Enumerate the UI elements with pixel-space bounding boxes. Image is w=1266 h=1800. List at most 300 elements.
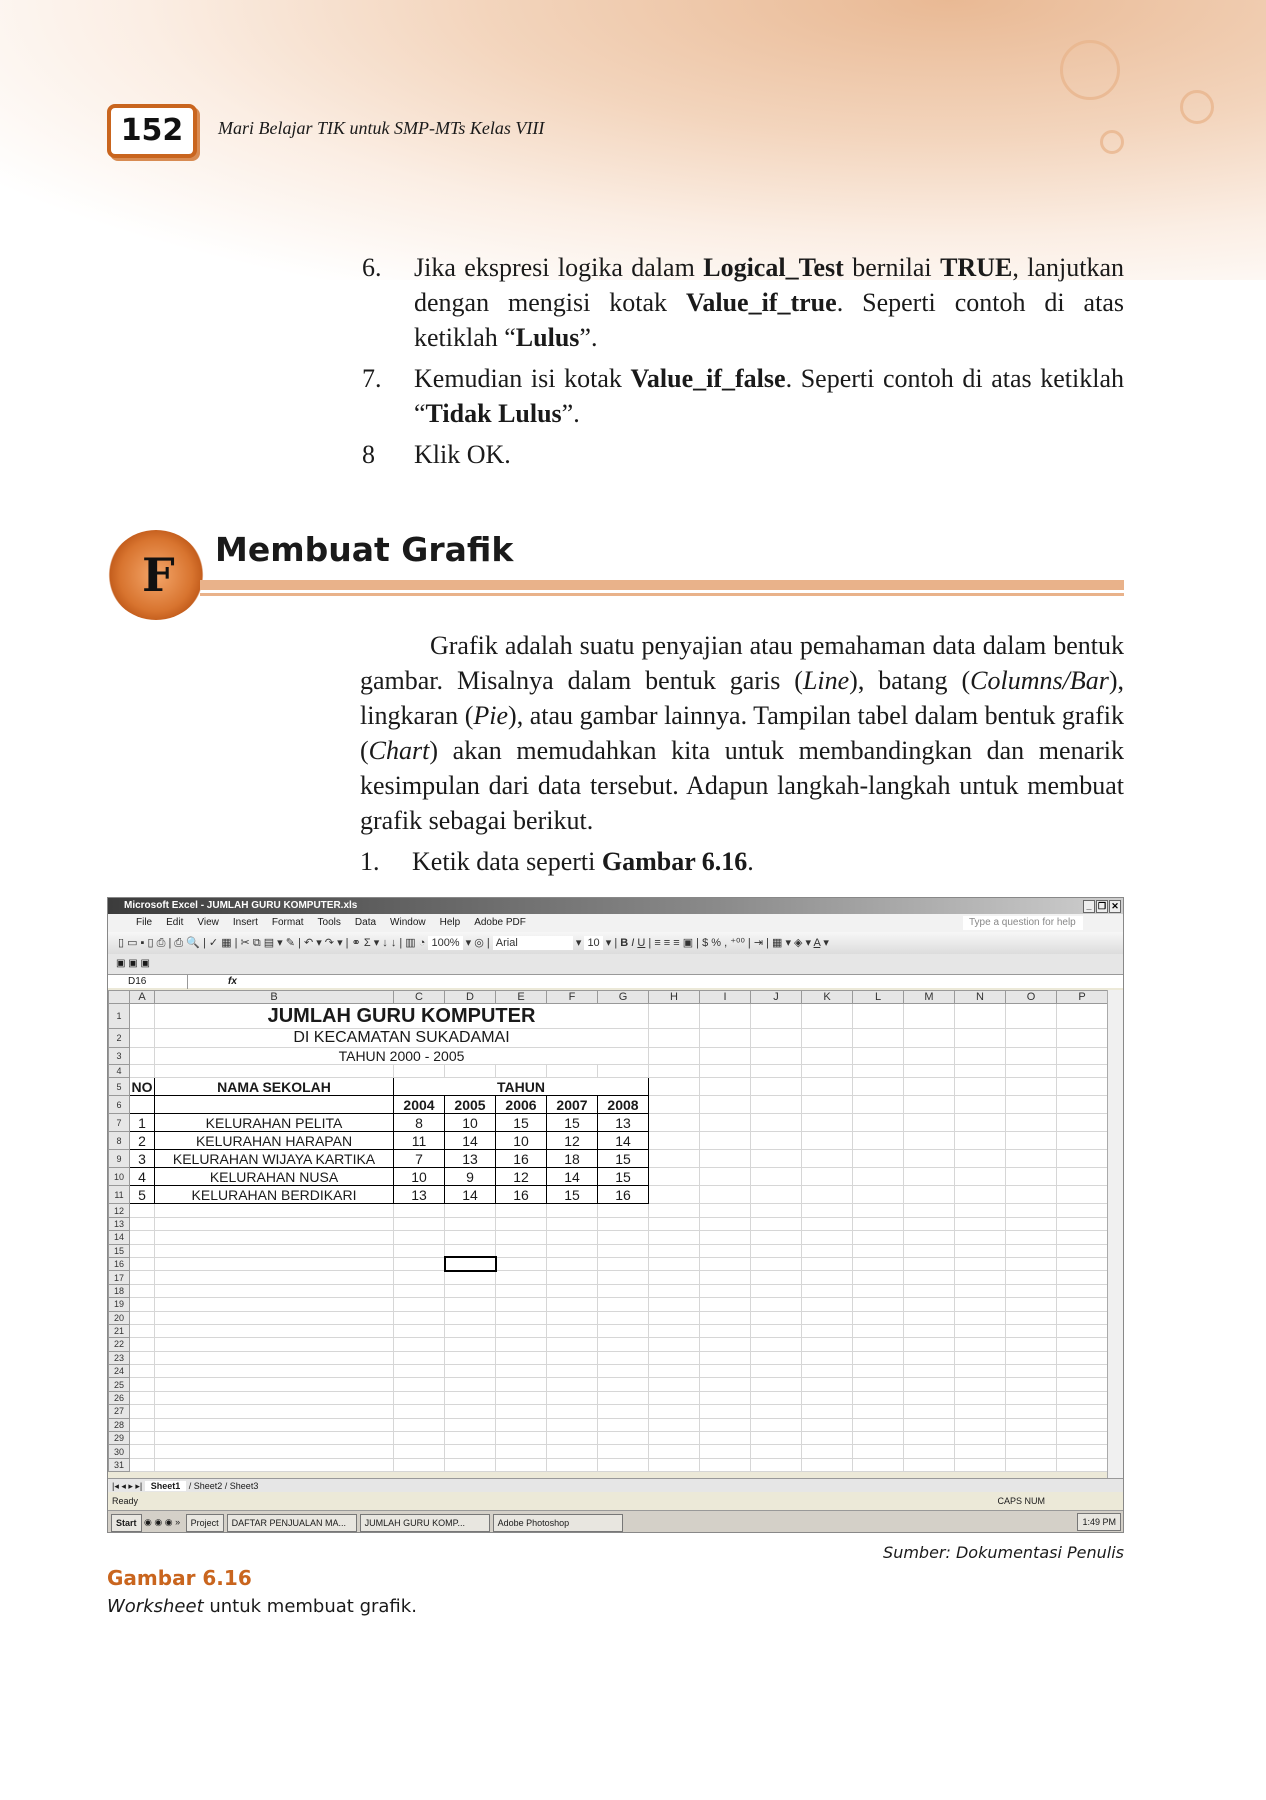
cell[interactable] xyxy=(955,1231,1006,1244)
cell[interactable] xyxy=(130,1338,155,1351)
cell[interactable] xyxy=(700,1186,751,1204)
cell[interactable] xyxy=(155,1351,394,1364)
cell[interactable] xyxy=(130,1351,155,1364)
select-all-corner[interactable] xyxy=(109,991,130,1004)
cell-value[interactable]: 15 xyxy=(547,1114,598,1132)
cell[interactable] xyxy=(445,1284,496,1297)
cell-value[interactable]: 8 xyxy=(394,1114,445,1132)
cell[interactable] xyxy=(130,1231,155,1244)
cell[interactable] xyxy=(598,1458,649,1471)
cell[interactable] xyxy=(802,1204,853,1217)
cell[interactable] xyxy=(130,1048,155,1065)
cell[interactable] xyxy=(700,1445,751,1458)
cell-value[interactable]: 14 xyxy=(445,1132,496,1150)
cell[interactable] xyxy=(904,1391,955,1404)
header-year[interactable]: 2005 xyxy=(445,1096,496,1114)
cell[interactable] xyxy=(700,1065,751,1078)
cell-name[interactable]: KELURAHAN NUSA xyxy=(155,1168,394,1186)
cell[interactable] xyxy=(547,1284,598,1297)
cell-value[interactable]: 16 xyxy=(496,1186,547,1204)
cell-name[interactable]: KELURAHAN PELITA xyxy=(155,1114,394,1132)
cell[interactable] xyxy=(853,1378,904,1391)
cell-value[interactable]: 14 xyxy=(445,1186,496,1204)
cell[interactable] xyxy=(598,1298,649,1311)
cell[interactable] xyxy=(955,1048,1006,1065)
cell[interactable] xyxy=(904,1029,955,1048)
cell[interactable] xyxy=(802,1445,853,1458)
cell[interactable] xyxy=(853,1432,904,1445)
cell[interactable] xyxy=(1006,1065,1057,1078)
cell[interactable] xyxy=(1006,1150,1057,1168)
cell-value[interactable]: 18 xyxy=(547,1150,598,1168)
cell[interactable] xyxy=(955,1432,1006,1445)
cell[interactable] xyxy=(598,1065,649,1078)
cell[interactable] xyxy=(1057,1150,1108,1168)
cell[interactable] xyxy=(853,1311,904,1324)
minimize-button[interactable]: _ xyxy=(1083,900,1095,913)
cell[interactable] xyxy=(547,1217,598,1230)
cell[interactable] xyxy=(649,1029,700,1048)
cell[interactable] xyxy=(649,1150,700,1168)
column-header-a[interactable]: A xyxy=(130,991,155,1004)
cell[interactable] xyxy=(700,1114,751,1132)
cell[interactable] xyxy=(496,1418,547,1431)
cell[interactable] xyxy=(155,1065,394,1078)
row-header[interactable]: 12 xyxy=(109,1204,130,1217)
cell[interactable] xyxy=(598,1432,649,1445)
cell[interactable] xyxy=(130,1257,155,1270)
cell[interactable] xyxy=(1006,1078,1057,1096)
cell[interactable] xyxy=(394,1351,445,1364)
cell[interactable] xyxy=(1006,1284,1057,1297)
cell[interactable] xyxy=(394,1418,445,1431)
cell[interactable] xyxy=(445,1391,496,1404)
cell[interactable] xyxy=(1057,1114,1108,1132)
cell[interactable] xyxy=(496,1204,547,1217)
cell[interactable] xyxy=(1057,1132,1108,1150)
cell-name[interactable]: KELURAHAN HARAPAN xyxy=(155,1132,394,1150)
cell[interactable] xyxy=(700,1132,751,1150)
cell[interactable] xyxy=(649,1271,700,1284)
cell-value[interactable]: 14 xyxy=(598,1132,649,1150)
cell[interactable] xyxy=(853,1405,904,1418)
cell-value[interactable]: 16 xyxy=(598,1186,649,1204)
cell[interactable] xyxy=(598,1445,649,1458)
cell[interactable] xyxy=(547,1231,598,1244)
cell[interactable] xyxy=(155,1324,394,1337)
cell[interactable] xyxy=(1006,1365,1057,1378)
cell[interactable] xyxy=(853,1351,904,1364)
cell[interactable] xyxy=(802,1168,853,1186)
taskbar-item[interactable]: Adobe Photoshop xyxy=(493,1514,623,1532)
cell[interactable] xyxy=(130,1445,155,1458)
cell-value[interactable]: 13 xyxy=(445,1150,496,1168)
menu-item-help[interactable]: Help xyxy=(439,917,461,928)
cell[interactable] xyxy=(955,1271,1006,1284)
cell[interactable] xyxy=(700,1351,751,1364)
cell[interactable] xyxy=(853,1114,904,1132)
cell[interactable] xyxy=(445,1271,496,1284)
cell-value[interactable]: 15 xyxy=(598,1168,649,1186)
cell[interactable] xyxy=(394,1432,445,1445)
cell[interactable] xyxy=(904,1257,955,1270)
cell[interactable] xyxy=(1057,1029,1108,1048)
cell[interactable] xyxy=(853,1029,904,1048)
cell[interactable] xyxy=(700,1048,751,1065)
cell-value[interactable]: 10 xyxy=(445,1114,496,1132)
row-header[interactable]: 8 xyxy=(109,1132,130,1150)
cell[interactable] xyxy=(700,1378,751,1391)
row-header[interactable]: 24 xyxy=(109,1365,130,1378)
header-year[interactable]: 2004 xyxy=(394,1096,445,1114)
cell[interactable] xyxy=(155,1204,394,1217)
cell[interactable] xyxy=(751,1231,802,1244)
cell[interactable] xyxy=(1057,1405,1108,1418)
cell[interactable] xyxy=(802,1096,853,1114)
cell[interactable] xyxy=(649,1418,700,1431)
cell[interactable] xyxy=(955,1114,1006,1132)
header-name[interactable]: NAMA SEKOLAH xyxy=(155,1078,394,1096)
cell[interactable] xyxy=(751,1204,802,1217)
cell[interactable] xyxy=(904,1432,955,1445)
cell[interactable] xyxy=(1057,1271,1108,1284)
cell[interactable] xyxy=(751,1150,802,1168)
cell[interactable] xyxy=(496,1244,547,1257)
cell[interactable] xyxy=(496,1231,547,1244)
column-header-k[interactable]: K xyxy=(802,991,853,1004)
cell[interactable] xyxy=(1057,1365,1108,1378)
cell[interactable] xyxy=(802,1271,853,1284)
cell[interactable] xyxy=(904,1114,955,1132)
column-header-h[interactable]: H xyxy=(649,991,700,1004)
cell[interactable] xyxy=(130,1029,155,1048)
cell[interactable] xyxy=(700,1004,751,1029)
cell[interactable] xyxy=(853,1048,904,1065)
row-header[interactable]: 25 xyxy=(109,1378,130,1391)
cell-no[interactable]: 1 xyxy=(130,1114,155,1132)
cell[interactable] xyxy=(1006,1311,1057,1324)
cell[interactable] xyxy=(700,1365,751,1378)
cell[interactable] xyxy=(955,1004,1006,1029)
cell[interactable] xyxy=(445,1324,496,1337)
cell[interactable] xyxy=(751,1004,802,1029)
cell[interactable] xyxy=(1006,1324,1057,1337)
cell[interactable] xyxy=(130,1365,155,1378)
cell[interactable] xyxy=(130,1418,155,1431)
cell[interactable] xyxy=(496,1311,547,1324)
cell[interactable] xyxy=(802,1048,853,1065)
sheet-years[interactable]: TAHUN 2000 - 2005 xyxy=(155,1048,649,1065)
cell[interactable] xyxy=(700,1096,751,1114)
cell[interactable] xyxy=(598,1311,649,1324)
cell-value[interactable]: 16 xyxy=(496,1150,547,1168)
cell[interactable] xyxy=(1057,1445,1108,1458)
cell[interactable] xyxy=(598,1257,649,1270)
cell[interactable] xyxy=(1057,1324,1108,1337)
sheet-tab-sheet3[interactable]: / Sheet3 xyxy=(222,1481,259,1491)
cell[interactable] xyxy=(904,1284,955,1297)
taskbar-item[interactable]: DAFTAR PENJUALAN MA... xyxy=(227,1514,357,1532)
cell[interactable] xyxy=(547,1418,598,1431)
cell[interactable] xyxy=(853,1271,904,1284)
toolbar-icons[interactable]: ▯ ▭ ▪ ▯ ⎙ | ⎙ 🔍 | ✓ ▦ | ✂ ⧉ ▤ ▾ ✎ | ↶ ▾ ↷ ▾ | ⚭ Σ ▾ ↓ ↓ | ▥ ◔ xyxy=(118,937,426,949)
cell[interactable] xyxy=(130,1298,155,1311)
cell[interactable] xyxy=(802,1365,853,1378)
cell[interactable] xyxy=(802,1257,853,1270)
cell-value[interactable]: 12 xyxy=(496,1168,547,1186)
column-header-j[interactable]: J xyxy=(751,991,802,1004)
cell[interactable] xyxy=(700,1298,751,1311)
cell[interactable] xyxy=(394,1271,445,1284)
row-header[interactable]: 27 xyxy=(109,1405,130,1418)
cell[interactable] xyxy=(853,1078,904,1096)
cell[interactable] xyxy=(751,1168,802,1186)
menu-item-adobe-pdf[interactable]: Adobe PDF xyxy=(474,917,526,928)
cell[interactable] xyxy=(1057,1217,1108,1230)
cell[interactable] xyxy=(802,1378,853,1391)
cell[interactable] xyxy=(700,1257,751,1270)
cell[interactable] xyxy=(700,1458,751,1471)
cell[interactable] xyxy=(547,1391,598,1404)
column-header-c[interactable]: C xyxy=(394,991,445,1004)
cell[interactable] xyxy=(853,1244,904,1257)
row-header[interactable]: 1 xyxy=(109,1004,130,1029)
cell[interactable] xyxy=(904,1338,955,1351)
cell[interactable] xyxy=(496,1217,547,1230)
cell[interactable] xyxy=(700,1324,751,1337)
cell[interactable] xyxy=(802,1284,853,1297)
cell[interactable] xyxy=(649,1244,700,1257)
cell[interactable] xyxy=(394,1231,445,1244)
cell[interactable] xyxy=(496,1298,547,1311)
cell[interactable] xyxy=(394,1338,445,1351)
cell[interactable] xyxy=(130,1204,155,1217)
cell-value[interactable]: 14 xyxy=(547,1168,598,1186)
taskbar-item[interactable]: Project xyxy=(186,1514,224,1532)
cell[interactable] xyxy=(955,1168,1006,1186)
cell[interactable] xyxy=(1006,1096,1057,1114)
cell[interactable] xyxy=(955,1204,1006,1217)
cell[interactable] xyxy=(649,1065,700,1078)
cell[interactable] xyxy=(598,1271,649,1284)
cell[interactable] xyxy=(394,1445,445,1458)
cell[interactable] xyxy=(445,1445,496,1458)
header-no[interactable]: NO xyxy=(131,1078,153,1095)
cell-value[interactable]: 15 xyxy=(496,1114,547,1132)
cell[interactable] xyxy=(130,1324,155,1337)
cell[interactable] xyxy=(445,1311,496,1324)
cell[interactable] xyxy=(130,1458,155,1471)
row-header[interactable]: 10 xyxy=(109,1168,130,1186)
taskbar-item[interactable]: JUMLAH GURU KOMP... xyxy=(360,1514,490,1532)
cell[interactable] xyxy=(496,1284,547,1297)
cell[interactable] xyxy=(1057,1458,1108,1471)
cell[interactable] xyxy=(802,1078,853,1096)
cell[interactable] xyxy=(700,1284,751,1297)
cell[interactable] xyxy=(1006,1231,1057,1244)
cell[interactable] xyxy=(700,1231,751,1244)
header-tahun[interactable]: TAHUN xyxy=(394,1078,649,1096)
row-header[interactable]: 26 xyxy=(109,1391,130,1404)
cell[interactable] xyxy=(802,1186,853,1204)
cell[interactable] xyxy=(1057,1432,1108,1445)
cell[interactable] xyxy=(649,1114,700,1132)
cell[interactable] xyxy=(598,1338,649,1351)
cell[interactable] xyxy=(649,1311,700,1324)
cell[interactable] xyxy=(904,1458,955,1471)
cell[interactable] xyxy=(130,1244,155,1257)
cell[interactable] xyxy=(1006,1244,1057,1257)
cell[interactable] xyxy=(547,1324,598,1337)
cell[interactable] xyxy=(1006,1217,1057,1230)
cell[interactable] xyxy=(802,1418,853,1431)
cell[interactable] xyxy=(1057,1378,1108,1391)
cell[interactable] xyxy=(649,1078,700,1096)
zoom-select[interactable]: 100% xyxy=(428,936,462,950)
cell[interactable] xyxy=(394,1391,445,1404)
cell[interactable] xyxy=(853,1284,904,1297)
cell[interactable] xyxy=(649,1378,700,1391)
cell[interactable] xyxy=(904,1204,955,1217)
row-header[interactable]: 23 xyxy=(109,1351,130,1364)
cell[interactable] xyxy=(598,1244,649,1257)
column-header-n[interactable]: N xyxy=(955,991,1006,1004)
row-header[interactable]: 13 xyxy=(109,1217,130,1230)
cell[interactable] xyxy=(496,1405,547,1418)
cell[interactable] xyxy=(598,1217,649,1230)
cell[interactable] xyxy=(853,1365,904,1378)
cell[interactable] xyxy=(130,1311,155,1324)
cell[interactable] xyxy=(751,1078,802,1096)
cell[interactable] xyxy=(496,1432,547,1445)
column-header-p[interactable]: P xyxy=(1057,991,1108,1004)
cell[interactable] xyxy=(955,1351,1006,1364)
cell[interactable] xyxy=(1006,1271,1057,1284)
cell[interactable] xyxy=(130,1065,155,1078)
cell[interactable] xyxy=(751,1298,802,1311)
cell[interactable] xyxy=(496,1271,547,1284)
cell[interactable] xyxy=(853,1217,904,1230)
cell[interactable] xyxy=(955,1257,1006,1270)
cell[interactable] xyxy=(649,1132,700,1150)
cell[interactable] xyxy=(1006,1351,1057,1364)
cell[interactable] xyxy=(496,1458,547,1471)
cell[interactable] xyxy=(155,1378,394,1391)
cell[interactable] xyxy=(904,1150,955,1168)
cell[interactable] xyxy=(130,1096,155,1114)
cell[interactable] xyxy=(904,1231,955,1244)
cell[interactable] xyxy=(649,1338,700,1351)
cell[interactable] xyxy=(1057,1418,1108,1431)
cell[interactable] xyxy=(1057,1311,1108,1324)
cell[interactable] xyxy=(700,1029,751,1048)
cell[interactable] xyxy=(853,1204,904,1217)
cell[interactable] xyxy=(700,1078,751,1096)
cell[interactable] xyxy=(445,1231,496,1244)
cell[interactable] xyxy=(598,1351,649,1364)
cell[interactable] xyxy=(955,1378,1006,1391)
cell[interactable] xyxy=(700,1244,751,1257)
cell[interactable] xyxy=(649,1284,700,1297)
cell[interactable] xyxy=(547,1351,598,1364)
cell[interactable] xyxy=(751,1065,802,1078)
cell[interactable] xyxy=(904,1168,955,1186)
cell[interactable] xyxy=(445,1217,496,1230)
cell[interactable] xyxy=(649,1445,700,1458)
cell[interactable] xyxy=(155,1432,394,1445)
cell[interactable] xyxy=(751,1029,802,1048)
active-cell-d16[interactable] xyxy=(445,1257,496,1270)
cell[interactable] xyxy=(649,1432,700,1445)
row-header[interactable]: 22 xyxy=(109,1338,130,1351)
cell[interactable] xyxy=(1057,1168,1108,1186)
row-header[interactable]: 14 xyxy=(109,1231,130,1244)
cell[interactable] xyxy=(1006,1004,1057,1029)
cell-value[interactable]: 12 xyxy=(547,1132,598,1150)
cell-no[interactable]: 5 xyxy=(130,1186,155,1204)
cell[interactable] xyxy=(955,1365,1006,1378)
cell[interactable] xyxy=(700,1217,751,1230)
cell[interactable] xyxy=(853,1257,904,1270)
cell[interactable] xyxy=(1006,1168,1057,1186)
cell[interactable] xyxy=(1057,1065,1108,1078)
cell[interactable] xyxy=(853,1231,904,1244)
cell[interactable] xyxy=(853,1418,904,1431)
cell[interactable] xyxy=(802,1217,853,1230)
cell[interactable] xyxy=(155,1244,394,1257)
cell[interactable] xyxy=(700,1311,751,1324)
cell[interactable] xyxy=(649,1186,700,1204)
cell[interactable] xyxy=(955,1311,1006,1324)
cell[interactable] xyxy=(904,1244,955,1257)
cell-value[interactable]: 13 xyxy=(394,1186,445,1204)
cell[interactable] xyxy=(904,1378,955,1391)
cell[interactable] xyxy=(649,1231,700,1244)
cell[interactable] xyxy=(155,1271,394,1284)
cell[interactable] xyxy=(802,1432,853,1445)
cell[interactable] xyxy=(496,1257,547,1270)
cell[interactable] xyxy=(700,1338,751,1351)
cell[interactable] xyxy=(1006,1445,1057,1458)
font-size-select[interactable]: 10 xyxy=(584,936,602,950)
cell-value[interactable]: 10 xyxy=(394,1168,445,1186)
cell[interactable] xyxy=(394,1298,445,1311)
cell[interactable] xyxy=(751,1311,802,1324)
menu-item-window[interactable]: Window xyxy=(390,917,426,928)
cell[interactable] xyxy=(155,1231,394,1244)
cell-no[interactable]: 2 xyxy=(130,1132,155,1150)
cell[interactable] xyxy=(802,1324,853,1337)
cell[interactable] xyxy=(955,1298,1006,1311)
cell[interactable] xyxy=(1006,1186,1057,1204)
cell[interactable] xyxy=(547,1257,598,1270)
row-header[interactable]: 17 xyxy=(109,1271,130,1284)
cell[interactable] xyxy=(547,1445,598,1458)
cell[interactable] xyxy=(649,1324,700,1337)
cell[interactable] xyxy=(955,1445,1006,1458)
cell[interactable] xyxy=(1057,1231,1108,1244)
cell[interactable] xyxy=(130,1378,155,1391)
cell[interactable] xyxy=(904,1096,955,1114)
cell[interactable] xyxy=(394,1458,445,1471)
cell-value[interactable]: 15 xyxy=(547,1186,598,1204)
cell[interactable] xyxy=(853,1391,904,1404)
cell[interactable] xyxy=(1006,1378,1057,1391)
sheet-tab-sheet1[interactable]: Sheet1 xyxy=(145,1481,187,1491)
cell[interactable] xyxy=(496,1445,547,1458)
cell[interactable] xyxy=(155,1445,394,1458)
cell[interactable] xyxy=(904,1186,955,1204)
